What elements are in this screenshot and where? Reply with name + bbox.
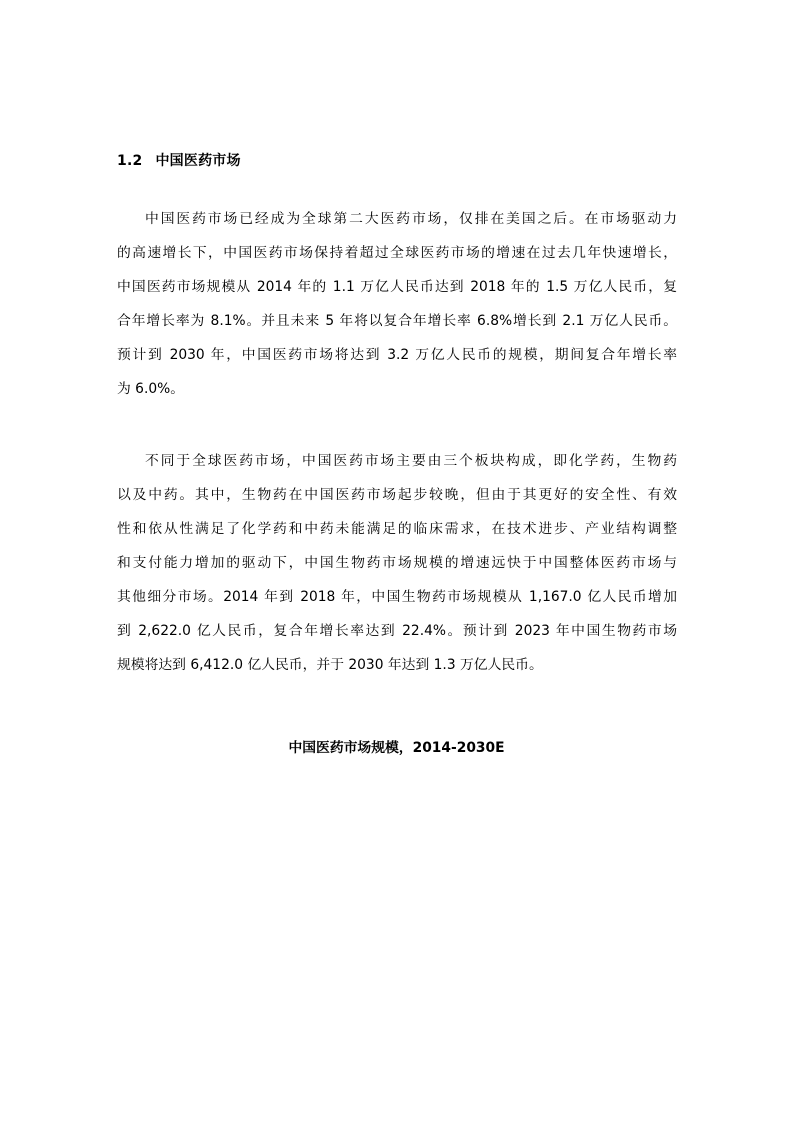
paragraph-line: 其他细分市场。2014 年到 2018 年，中国生物药市场规模从 1,167.0 亿人民币增加 [117, 589, 677, 605]
paragraph-china-pharma-market-size [117, 202, 677, 406]
paragraph-line: 和支付能力增加的驱动下，中国生物药市场规模的增速远快于中国整体医药市场与 [117, 555, 677, 571]
paragraph-line: 为 6.0%。 [117, 381, 185, 397]
paragraph-line: 预计到 2030 年，中国医药市场将达到 3.2 万亿人民币的规模，期间复合年增长率 [117, 347, 677, 363]
paragraph-line: 规模将达到 6,412.0 亿人民币，并于 2030 年达到 1.3 万亿人民币。 [117, 657, 543, 673]
paragraph-line: 中国医药市场已经成为全球第二大医药市场，仅排在美国之后。在市场驱动力 [145, 211, 677, 227]
section-title: 中国医药市场 [155, 153, 241, 169]
paragraph-line: 中国医药市场规模从 2014 年的 1.1 万亿人民币达到 2018 年的 1.5 万亿人民币，复 [117, 279, 677, 295]
paragraph-line: 性和依从性满足了化学药和中药未能满足的临床需求，在技术进步、产业结构调整 [117, 521, 677, 537]
paragraph-line: 不同于全球医药市场，中国医药市场主要由三个板块构成，即化学药，生物药 [145, 453, 677, 469]
figure-caption: 中国医药市场规模，2014-2030E [288, 740, 505, 756]
paragraph-biologics-market [117, 444, 677, 682]
paragraph-line: 到 2,622.0 亿人民币，复合年增长率达到 22.4%。预计到 2023 年中国生物药市场 [117, 623, 677, 639]
paragraph-line: 合年增长率为 8.1%。并且未来 5 年将以复合年增长率 6.8%增长到 2.1 万亿人民币。 [117, 313, 677, 329]
section-heading [117, 150, 241, 170]
paragraph-line: 以及中药。其中，生物药在中国医药市场起步较晚，但由于其更好的安全性、有效 [117, 487, 677, 503]
section-number: 1.2 [117, 153, 143, 169]
paragraph-line: 的高速增长下，中国医药市场保持着超过全球医药市场的增速在过去几年快速增长， [117, 245, 677, 261]
